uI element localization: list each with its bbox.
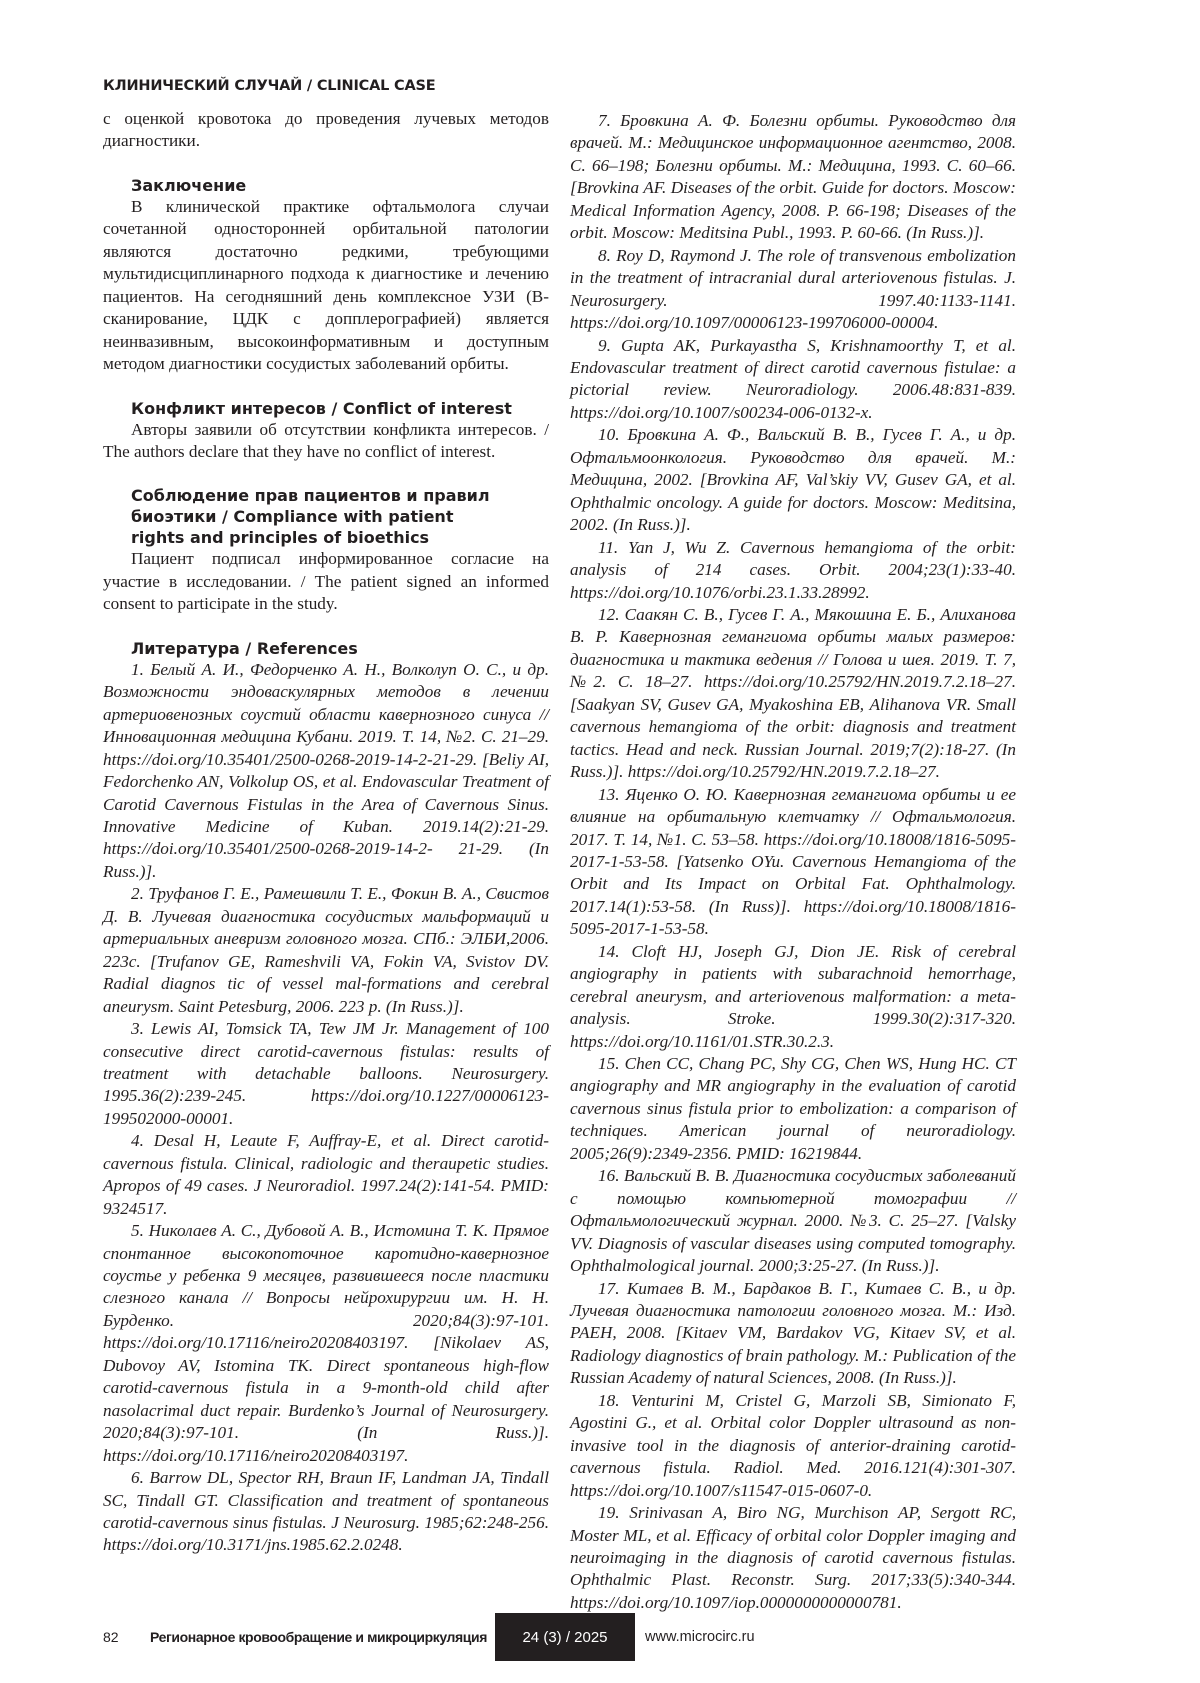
conclusion-heading: Заключение [103,175,549,196]
reference-item: 8. Roy D, Raymond J. The role of transvenous embolization in the treatment of intracranial dural arteriovenous fistulas. J. Neurosurgery. 1997.40:1133-1141. https://doi.org/10.1097/00006123-199706000-00004. [570,245,1016,335]
conflict-heading: Конфликт интересов / Conflict of interest [103,398,549,419]
reference-item: 16. Вальский В. В. Диагностика сосудистых заболеваний с помощью компьютерной томографии // Офтальмологический журнал. 2000. №3. С. 25–27. [Valsky VV. Diagnosis of vascular diseases using computed tomography. Ophthalmological journal. 2000;3:25-27. (In Russ.)]. [570,1165,1016,1277]
reference-item: 7. Бровкина А. Ф. Болезни орбиты. Руководство для врачей. М.: Медицинское информационное агентство, 2008. С. 66–198; Болезни орбиты. М.: Медицина, 1993. С. 60–66. [Brovkina AF. Diseases of the orbit. Guide for doctors. Moscow: Medical Information Agency, 2008. P. 66-198; Diseases of the orbit. Moscow: Meditsina Publ., 1993. P. 60-66. (In Russ.)]. [570,110,1016,245]
reference-item: 2. Труфанов Г. Е., Рамешвили Т. Е., Фокин В. А., Свистов Д. В. Лучевая диагностика сосудистых мальформаций и артериальных аневризм головного мозга. СПб.: ЭЛБИ,2006. 223с. [Trufanov GE, Rameshvili VA, Fokin VA, Svistov DV. Radial diagnos tic of vessel mal-formations and cerebral aneurysm. Saint Petesburg, 2006. 223 p. (In Russ.)]. [103,883,549,1018]
reference-item: 17. Китаев В. М., Бардаков В. Г., Китаев С. В., и др. Лучевая диагностика патологии головного мозга. М.: Изд. РАЕН, 2008. [Kitaev VM, Bardakov VG, Kitaev SV, et al. Radiology diagnostics of brain pathology. M.: Publication of the Russian Academy of natural Sciences, 2008. (In Russ.)]. [570,1278,1016,1390]
reference-item: 19. Srinivasan A, Biro NG, Murchison AP, Sergott RC, Moster ML, et al. Efficacy of orbital color Doppler imaging and neuroimaging in the diagnosis of carotid cavernous fistulas. Ophthalmic Plast. Reconstr. Surg. 2017;33(5):340-344. https://doi.org/10.1097/iop.0000000000000781. [570,1502,1016,1614]
issue-badge: 24 (3) / 2025 [495,1613,635,1661]
reference-item: 4. Desal H, Leaute F, Auffray-E, et al. Direct carotid-cavernous fistula. Clinical, radiologic and theraupetic studies. Apropos of 49 cases. J Neuroradiol. 1997.24(2):141-54. PMID: 9324517. [103,1130,549,1220]
running-head: КЛИНИЧЕСКИЙ СЛУЧАЙ / CLINICAL CASE [103,78,435,94]
website-link[interactable]: www.microcirc.ru [645,1629,755,1645]
reference-item: 13. Яценко О. Ю. Кавернозная гемангиома орбиты и ее влияние на орбитальную клетчатку // Офтальмология. 2017. Т. 14, №1. С. 53–58. https://doi.org/10.18008/1816-5095-2017-1-53-58. [Yatsenko OYu. Cavernous Hemangioma of the Orbit and Its Impact on Orbital Fat. Ophthalmology. 2017.14(1):53-58. (In Russ)]. https://doi.org/10.18008/1816-5095-2017-1-53-58. [570,784,1016,941]
conflict-paragraph: Авторы заявили об отсутствии конфликта интересов. / The authors declare that they have no conflict of interest. [103,419,549,464]
reference-item: 6. Barrow DL, Spector RH, Braun IF, Landman JA, Tindall SC, Tindall GT. Classification and treatment of spontaneous carotid-cavernous sinus fistulas. J Neurosurg. 1985;62:248-256. https://doi.org/10.3171/jns.1985.62.2.0248. [103,1467,549,1557]
conclusion-paragraph: В клинической практике офтальмолога случаи сочетанной односторонней орбитальной патологии являются достаточно редкими, требующими мультидисциплинарного подхода к диагностике и лечению пациентов. На сегодняшний день комплексное УЗИ (В-сканирование, ЦДК с допплерографией) является неинвазивным, высокоинформативным и доступным методом диагностики сосудистых заболеваний орбиты. [103,196,549,376]
reference-item: 15. Chen CC, Chang PC, Shy CG, Chen WS, Hung HC. CT angiography and MR angiography in the evaluation of carotid cavernous sinus fistula prior to embolization: a comparison of techniques. American journal of neuroradiology. 2005;26(9):2349-2356. PMID: 16219844. [570,1053,1016,1165]
reference-item: 9. Gupta AK, Purkayastha S, Krishnamoorthy T, et al. Endovascular treatment of direct carotid cavernous fistulae: a pictorial review. Neuroradiology. 2006.48:831-839. https://doi.org/10.1007/s00234-006-0132-x. [570,335,1016,425]
references-heading: Литература / References [103,638,549,659]
page-footer [103,1613,755,1661]
reference-item: 11. Yan J, Wu Z. Cavernous hemangioma of the orbit: analysis of 214 cases. Orbit. 2004;23(1):33-40. https://doi.org/10.1076/orbi.23.1.33.28992. [570,537,1016,604]
reference-item: 10. Бровкина А. Ф., Вальский В. В., Гусев Г. А., и др. Офтальмоонкология. Руководство для врачей. М.: Медицина, 2002. [Brovkina AF, Val’skiy VV, Gusev GA, et al. Ophthalmic oncology. A guide for doctors. Moscow: Meditsina, 2002. (In Russ.)]. [570,424,1016,536]
reference-item: 14. Cloft HJ, Joseph GJ, Dion JE. Risk of cerebral angiography in patients with subarachnoid hemorrhage, cerebral aneurysm, and arteriovenous malformation: a meta-analysis. Stroke. 1999.30(2):317-320. https://doi.org/10.1161/01.STR.30.2.3. [570,941,1016,1053]
right-column [570,110,1016,1614]
ethics-paragraph: Пациент подписал информированное согласие на участие в исследовании. / The patient signed an informed consent to participate in the study. [103,548,549,615]
reference-item: 1. Белый А. И., Федорченко А. Н., Волколуп О. С., и др. Возможности эндоваскулярных методов в лечении артериовенозных соустий области кавернозного синуса // Инновационная медицина Кубани. 2019. Т. 14, №2. С. 21–29. https://doi.org/10.35401/2500-0268-2019-14-2-21-29. [Beliy AI, Fedorchenko AN, Volkolup OS, et al. Endovascular Treatment of Carotid Cavernous Fistulas in the Area of Cavernous Sinus. Innovative Medicine of Kuban. 2019.14(2):21-29. https://doi.org/10.35401/2500-0268-2019-14-2- 21-29. (In Russ.)]. [103,659,549,884]
reference-item: 3. Lewis AI, Tomsick TA, Tew JM Jr. Management of 100 consecutive direct carotid-cavernous fistulas: results of treatment with detachable balloons. Neurosurgery. 1995.36(2):239-245. https://doi.org/10.1227/00006123-199502000-00001. [103,1018,549,1130]
reference-item: 5. Николаев А. С., Дубовой А. В., Истомина Т. К. Прямое спонтанное высокопоточное каротидно-кавернозное соустье у ребенка 9 месяцев, развившееся после пластики слезного канала // Вопросы нейрохирургии им. Н. Н. Бурденко. 2020;84(3):97-101. https://doi.org/10.17116/neiro20208403197. [Nikolaev AS, Dubovoy AV, Istomina TK. Direct spontaneous high-flow carotid-cavernous fistula in a 9-month-old child after nasolacrimal duct repair. Burdenko’s Journal of Neurosurgery. 2020;84(3):97-101. (In Russ.)]. https://doi.org/10.17116/neiro20208403197. [103,1220,549,1467]
reference-item: 18. Venturini M, Cristel G, Marzoli SB, Simionato F, Agostini G., et al. Orbital color Doppler ultrasound as non-invasive tool in the diagnosis of anterior-draining carotid-cavernous fistula. Radiol. Med. 2016.121(4):301-307. https://doi.org/10.1007/s11547-015-0607-0. [570,1390,1016,1502]
reference-item: 12. Саакян С. В., Гусев Г. А., Мякошина Е. Б., Алиханова В. Р. Кавернозная гемангиома орбиты малых размеров: диагностика и тактика ведения // Голова и шея. 2019. Т. 7, №2. С. 18–27. https://doi.org/10.25792/HN.2019.7.2.18–27. [Saakyan SV, Gusev GA, Myakoshina EB, Alihanova VR. Small cavernous hemangioma of the orbit: diagnosis and treatment tactics. Head and neck. Russian Journal. 2019;7(2):18-27. (In Russ.)]. https://doi.org/10.25792/HN.2019.7.2.18–27. [570,604,1016,784]
left-column [103,108,549,1557]
page-number: 82 [103,1629,150,1645]
journal-name: Регионарное кровообращение и микроциркуляция [150,1629,487,1645]
intro-paragraph: с оценкой кровотока до проведения лучевых методов диагностики. [103,108,549,153]
ethics-heading: Соблюдение прав пациентов и правил биоэтики / Compliance with patient rights and principles of bioethics [103,485,549,548]
